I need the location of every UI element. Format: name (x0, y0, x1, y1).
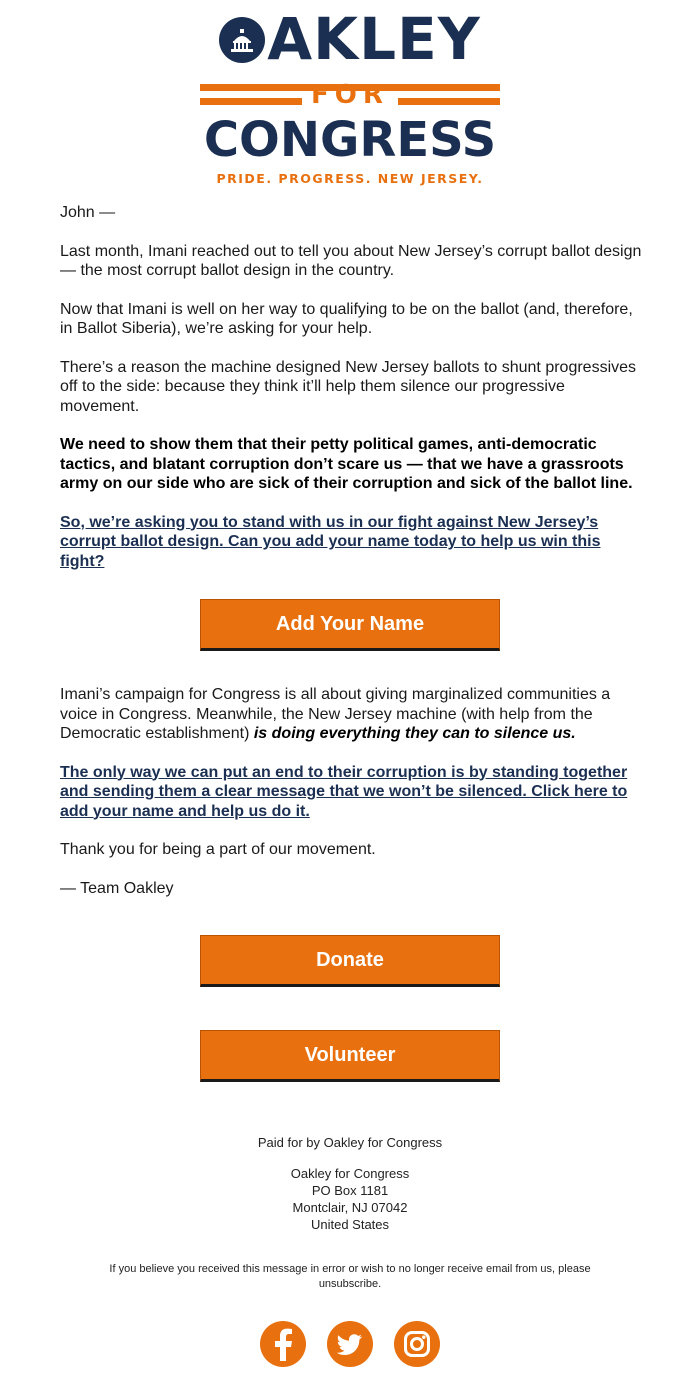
emphasis-text: is doing everything they can to silence us. (253, 725, 576, 742)
paragraph: Imani’s campaign for Congress is all about giving marginalized communities a voice in Congress. Meanwhile, the New Jersey machine (with help from the Democratic establishment) is doing everything they can to silence us. (60, 686, 611, 742)
call-to-action-paragraph (60, 513, 645, 572)
logo-for: FOR (311, 80, 389, 110)
paragraph-bold: We need to show them that their petty political games, anti-democratic tactics, and blatant corruption don’t scare us — that we have a grassroots army on our side who are sick of their corruption and sick of the ballot line. (60, 436, 633, 492)
logo-wordmark-oakley: AKLEY (0, 4, 700, 74)
add-name-link[interactable]: The only way we can put an end to their corruption is by standing together and sending them a clear message that we won’t be silenced. Click here to add your name and help us do it. (60, 763, 628, 820)
paragraph: There’s a reason the machine designed New Jersey ballots to shunt progressives off to the side: because they think it’ll help them silence our progressive movement. (60, 358, 637, 415)
paragraph: Last month, Imani reached out to tell you about New Jersey’s corrupt ballot design — the most corrupt ballot design in the country. (60, 242, 642, 279)
greeting: John — (60, 204, 116, 221)
capitol-dome-icon (219, 17, 265, 63)
add-your-name-button[interactable]: Add Your Name (200, 599, 500, 651)
logo-wordmark-congress: CONGRESS (203, 112, 497, 168)
email-body (60, 203, 645, 590)
logo-tagline: PRIDE. PROGRESS. NEW JERSEY. (216, 171, 484, 186)
call-to-action-paragraph (60, 763, 645, 822)
facebook-icon[interactable] (260, 1321, 306, 1367)
thanks: Thank you for being a part of our movement. (60, 841, 376, 858)
paragraph: Now that Imani is well on her way to qualifying to be on the ballot (and, therefore, in Ballot Siberia), we’re asking for your help. (60, 300, 633, 337)
twitter-icon[interactable] (327, 1321, 373, 1367)
signoff: — Team Oakley (60, 879, 174, 897)
volunteer-button[interactable]: Volunteer (200, 1030, 500, 1082)
campaign-logo (0, 0, 700, 200)
paid-for-notice: Paid for by Oakley for Congress (257, 1135, 443, 1150)
instagram-icon[interactable] (394, 1321, 440, 1367)
donate-button[interactable]: Donate (200, 935, 500, 987)
email-body-continued (60, 685, 645, 917)
add-name-link[interactable]: So, we’re asking you to stand with us in our fight against New Jersey’s corrupt ballot design. Can you add your name today to help us win this fight? (60, 513, 601, 570)
footer (60, 1134, 640, 1151)
unsubscribe-notice: If you believe you received this message in error or wish to no longer receive email from us, please unsubscribe. (109, 1263, 591, 1290)
mailing-address: Oakley for Congress PO Box 1181 Montclair, NJ 07042 United States (290, 1166, 410, 1232)
